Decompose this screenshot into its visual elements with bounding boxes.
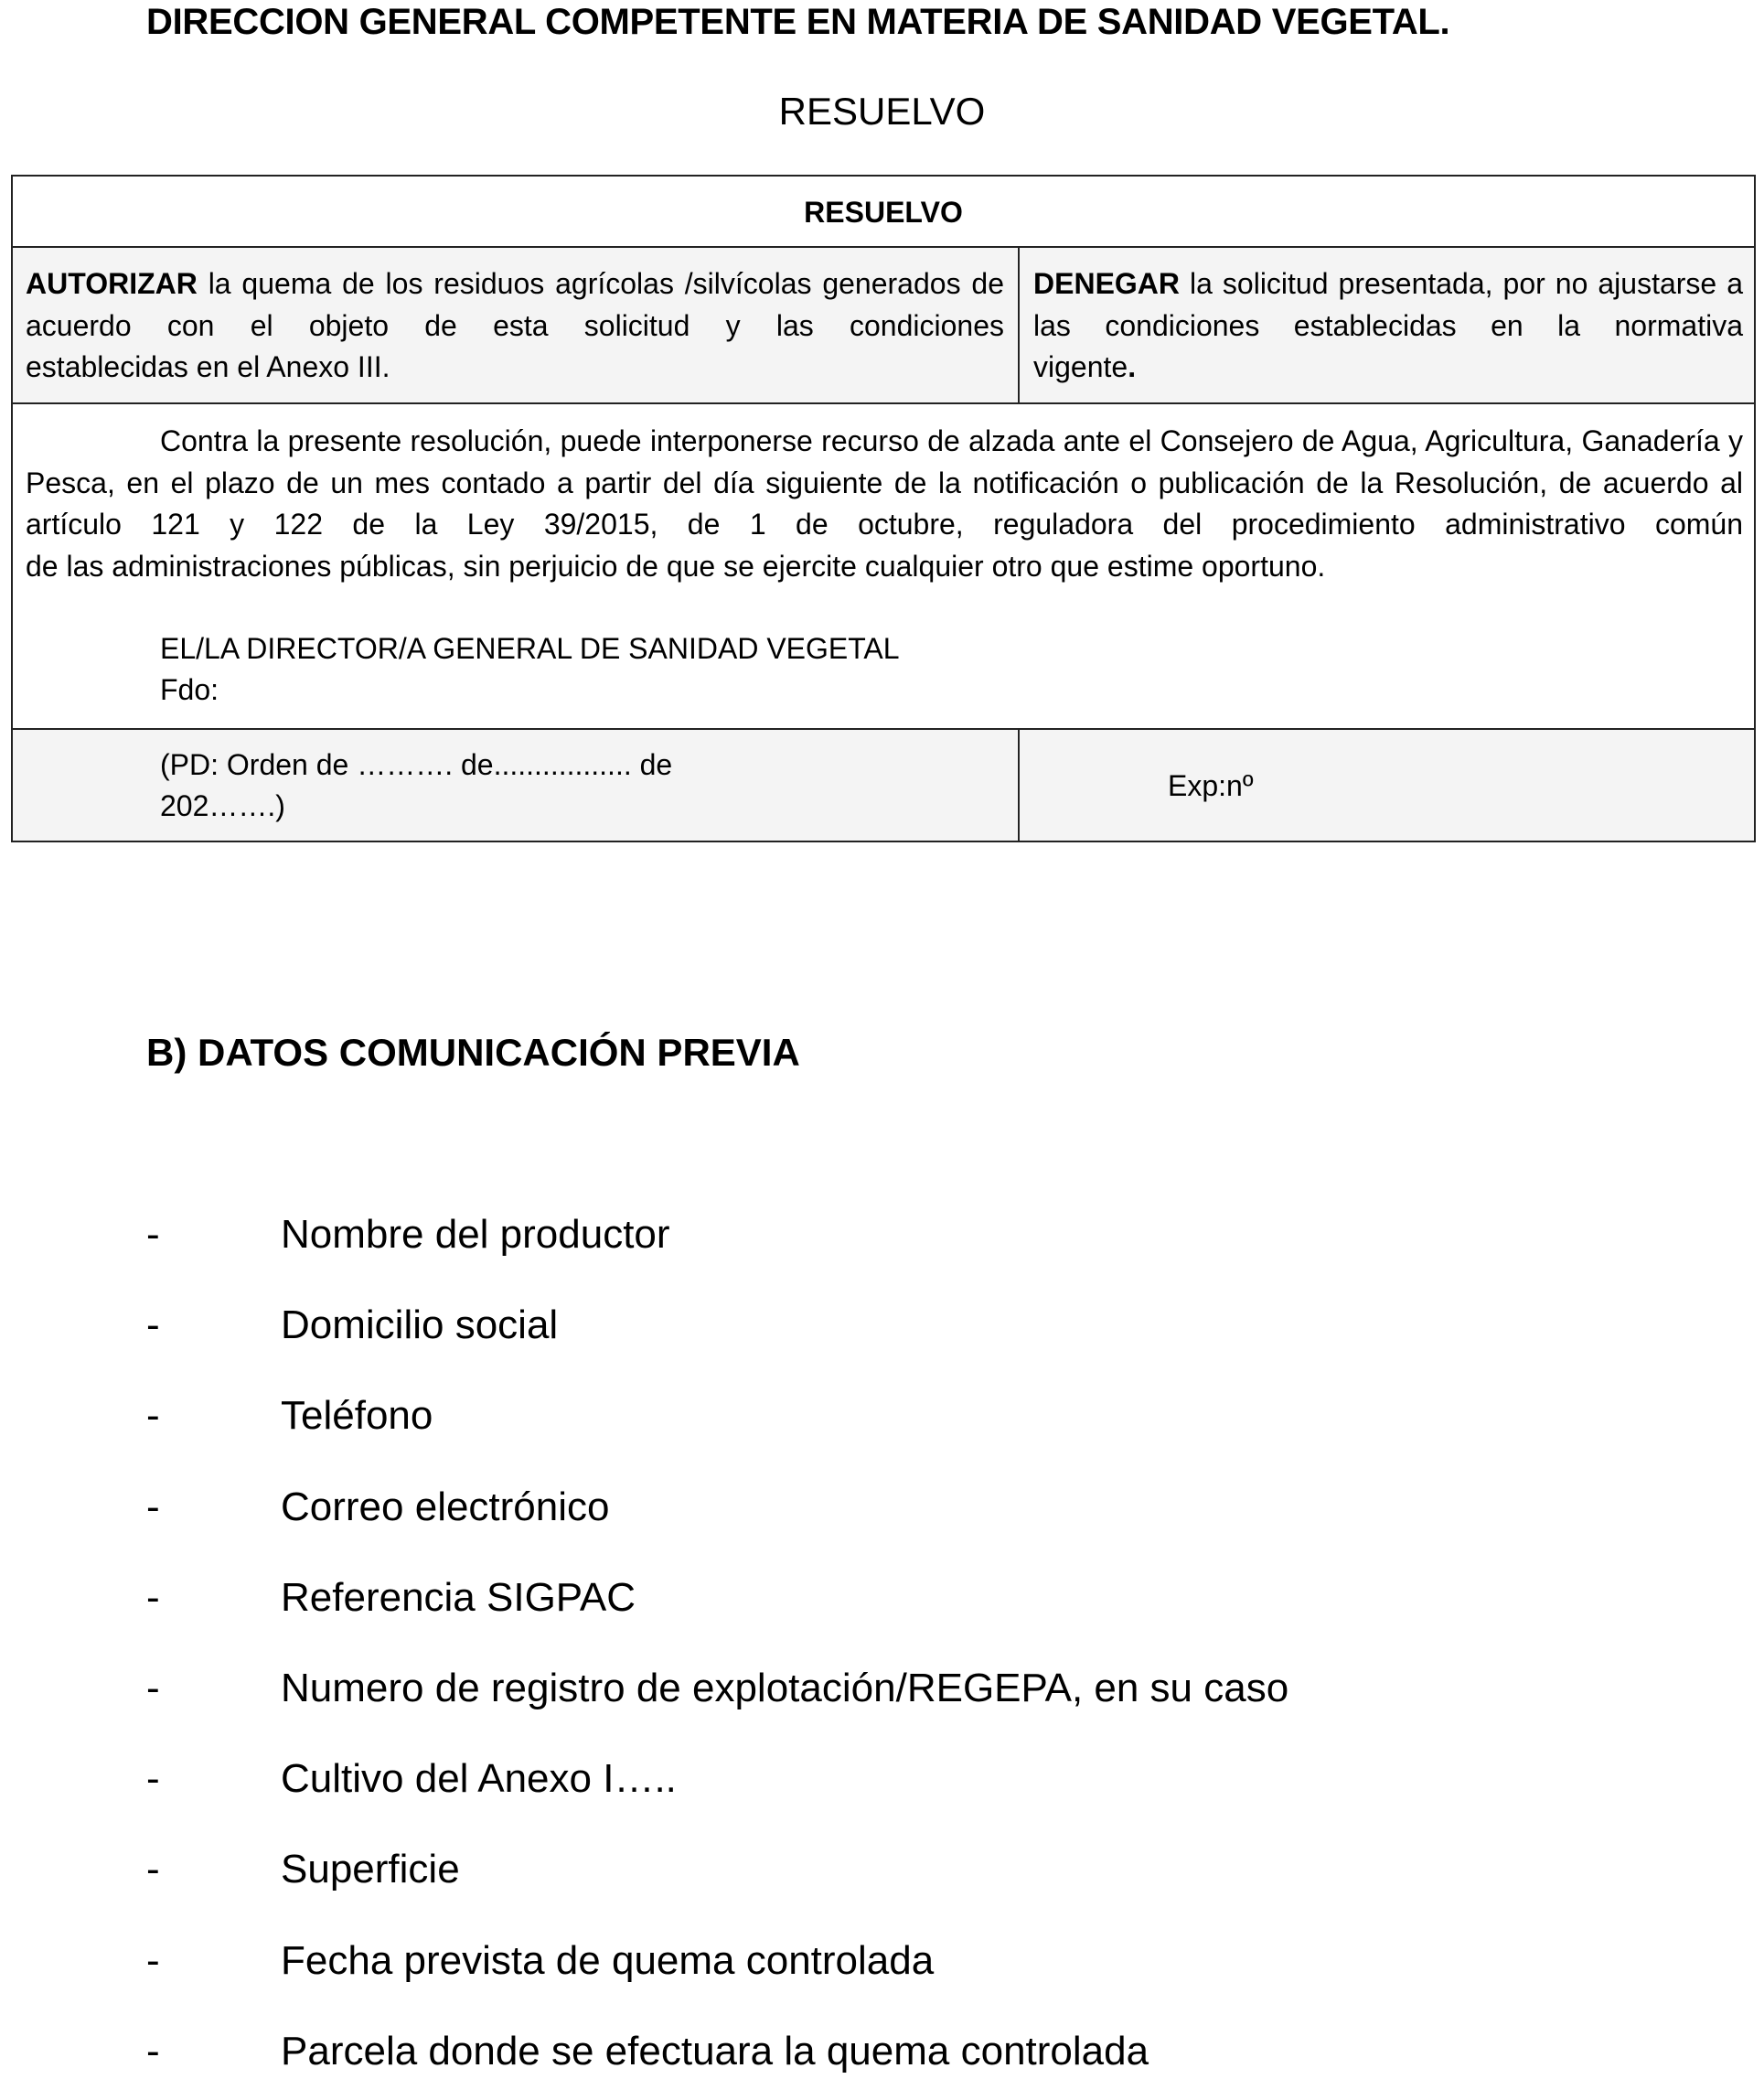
denegar-text: la solicitud presentada, por no ajustarse a las condiciones establecidas en la normativa [1033, 267, 1744, 342]
exp-cell-bg [1020, 729, 1755, 841]
list-dash: - [146, 1212, 160, 1257]
list-item [146, 1934, 1701, 1988]
table-header: RESUELVO [804, 196, 963, 229]
resolution-table [11, 175, 1756, 842]
list-dash: - [146, 1666, 160, 1710]
row-divider [11, 402, 1756, 404]
list-item [146, 1570, 1701, 1625]
list-item-label: Teléfono [281, 1393, 433, 1438]
list-dash: - [146, 1302, 160, 1347]
list-item-label: Domicilio social [281, 1302, 559, 1347]
denegar-keyword: DENEGAR [1033, 267, 1181, 300]
autorizar-last-line: establecidas en el Anexo III. [26, 350, 390, 383]
list-item-label: Numero de registro de explotación/REGEPA, en su caso [281, 1666, 1289, 1710]
row-divider [11, 246, 1756, 248]
row-divider [11, 728, 1756, 730]
list-item [146, 1842, 1701, 1897]
list-item-label: Superficie [281, 1847, 460, 1891]
recurso-last-line: de las administraciones públicas, sin perjuicio de que se ejercite cualquier otro que estime oportuno. [26, 550, 1326, 583]
table-border-left [11, 175, 13, 842]
denegar-last-text: vigente [1033, 350, 1128, 383]
list-item [146, 1388, 1701, 1443]
section-b-title: B) DATOS COMUNICACIÓN PREVIA [146, 1031, 800, 1074]
autorizar-text: la quema de los residuos agrícolas /silvícolas generados de acuerdo con el objeto de esta solicitud y las condiciones [26, 267, 1005, 342]
list-item [146, 1752, 1701, 1806]
denegar-last-line [1033, 347, 1136, 389]
signatory-title: EL/LA DIRECTOR/A GENERAL DE SANIDAD VEGETAL [160, 632, 900, 665]
list-dash: - [146, 1484, 160, 1529]
list-dash: - [146, 1575, 160, 1620]
pd-line-2: 202…….) [160, 789, 285, 822]
list-item-label: Nombre del productor [281, 1212, 670, 1257]
autorizar-keyword: AUTORIZAR [26, 267, 198, 300]
list-dash: - [146, 1847, 160, 1891]
list-item-label: Referencia SIGPAC [281, 1575, 636, 1620]
list-item-label: Correo electrónico [281, 1484, 610, 1529]
recurso-text: Contra la presente resolución, puede interponerse recurso de alzada ante el Consejero de Agua, Agricultura, Ganadería y Pesca, en el plazo de un mes contado a partir del día siguiente de la notificación o publicación de la Resolución, de acuerdo al artículo 121 y 122 de la Ley 39/2015, de 1 de octubre, reguladora del procedimiento administrativo común [26, 424, 1743, 541]
resuelvo-title: RESUELVO [778, 90, 986, 133]
denegar-period: . [1128, 350, 1137, 383]
list-item [146, 1480, 1701, 1535]
table-border-top [11, 175, 1756, 177]
exp-label: Exp:nº [1168, 769, 1254, 802]
list-dash: - [146, 1938, 160, 1983]
column-divider [1018, 728, 1020, 842]
pd-line-1: (PD: Orden de ………. de................. de [160, 748, 673, 781]
denegar-cell [1033, 263, 1743, 347]
autorizar-cell [26, 263, 1004, 347]
list-item [146, 1298, 1701, 1353]
list-item [146, 2024, 1701, 2079]
list-item-label: Parcela donde se efectuara la quema controlada [281, 2029, 1149, 2074]
list-item [146, 1661, 1701, 1716]
list-dash: - [146, 1393, 160, 1438]
fdo-label: Fdo: [160, 673, 219, 706]
recurso-paragraph [26, 421, 1743, 546]
list-dash: - [146, 2029, 160, 2074]
list-dash: - [146, 1756, 160, 1801]
document-heading: DIRECCION GENERAL COMPETENTE EN MATERIA DE SANIDAD VEGETAL. [146, 2, 1450, 42]
list-item-label: Cultivo del Anexo I….. [281, 1756, 677, 1801]
list-item-label: Fecha prevista de quema controlada [281, 1938, 935, 1983]
column-divider [1018, 246, 1020, 404]
list-item [146, 1207, 1701, 1262]
table-border-right [1754, 175, 1756, 842]
table-border-bottom [11, 841, 1756, 842]
